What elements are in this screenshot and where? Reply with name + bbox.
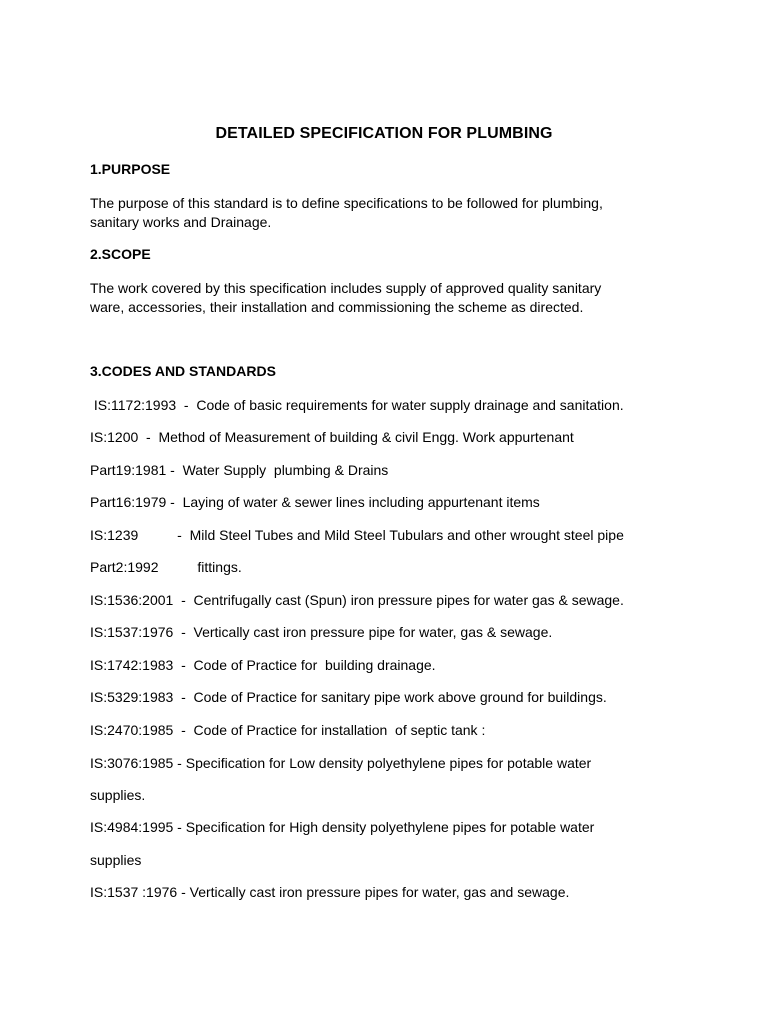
section-heading-codes: 3.CODES AND STANDARDS — [90, 363, 276, 379]
code-line: IS:1742:1983 - Code of Practice for building drainage. — [90, 657, 436, 673]
code-line: Part19:1981 - Water Supply plumbing & Drains — [90, 462, 389, 478]
code-line: IS:2470:1985 - Code of Practice for installation of septic tank : — [90, 722, 486, 738]
code-line: supplies — [90, 852, 142, 868]
code-line: IS:1239 - Mild Steel Tubes and Mild Steel Tubulars and other wrought steel pipe — [90, 527, 624, 543]
code-line: IS:1536:2001 - Centrifugally cast (Spun) iron pressure pipes for water gas & sewage. — [90, 592, 624, 608]
code-line: IS:3076:1985 - Specification for Low density polyethylene pipes for potable water — [90, 755, 592, 771]
section-heading-scope: 2.SCOPE — [90, 246, 151, 262]
document-title: DETAILED SPECIFICATION FOR PLUMBING — [215, 125, 553, 142]
code-line: IS:1200 - Method of Measurement of building & civil Engg. Work appurtenant — [90, 429, 574, 445]
purpose-line: The purpose of this standard is to define specifications to be followed for plumbing, — [90, 195, 603, 211]
code-line: IS:1537:1976 - Vertically cast iron pressure pipe for water, gas & sewage. — [90, 624, 553, 640]
code-line: IS:5329:1983 - Code of Practice for sanitary pipe work above ground for buildings. — [90, 689, 607, 705]
code-line: supplies. — [90, 787, 146, 803]
scope-line: The work covered by this specification includes supply of approved quality sanitary — [90, 280, 602, 296]
code-line: IS:1537 :1976 - Vertically cast iron pressure pipes for water, gas and sewage. — [90, 884, 570, 900]
scope-line: ware, accessories, their installation and commissioning the scheme as directed. — [90, 299, 584, 315]
code-line: IS:4984:1995 - Specification for High density polyethylene pipes for potable water — [90, 819, 595, 835]
code-line: IS:1172:1993 - Code of basic requirements for water supply drainage and sanitation. — [90, 397, 624, 413]
code-line: Part2:1992 fittings. — [90, 559, 242, 575]
purpose-paragraph — [90, 194, 690, 232]
code-line: Part16:1979 - Laying of water & sewer lines including appurtenant items — [90, 494, 540, 510]
purpose-line: sanitary works and Drainage. — [90, 214, 272, 230]
scope-paragraph — [90, 279, 690, 317]
section-heading-purpose: 1.PURPOSE — [90, 161, 171, 177]
